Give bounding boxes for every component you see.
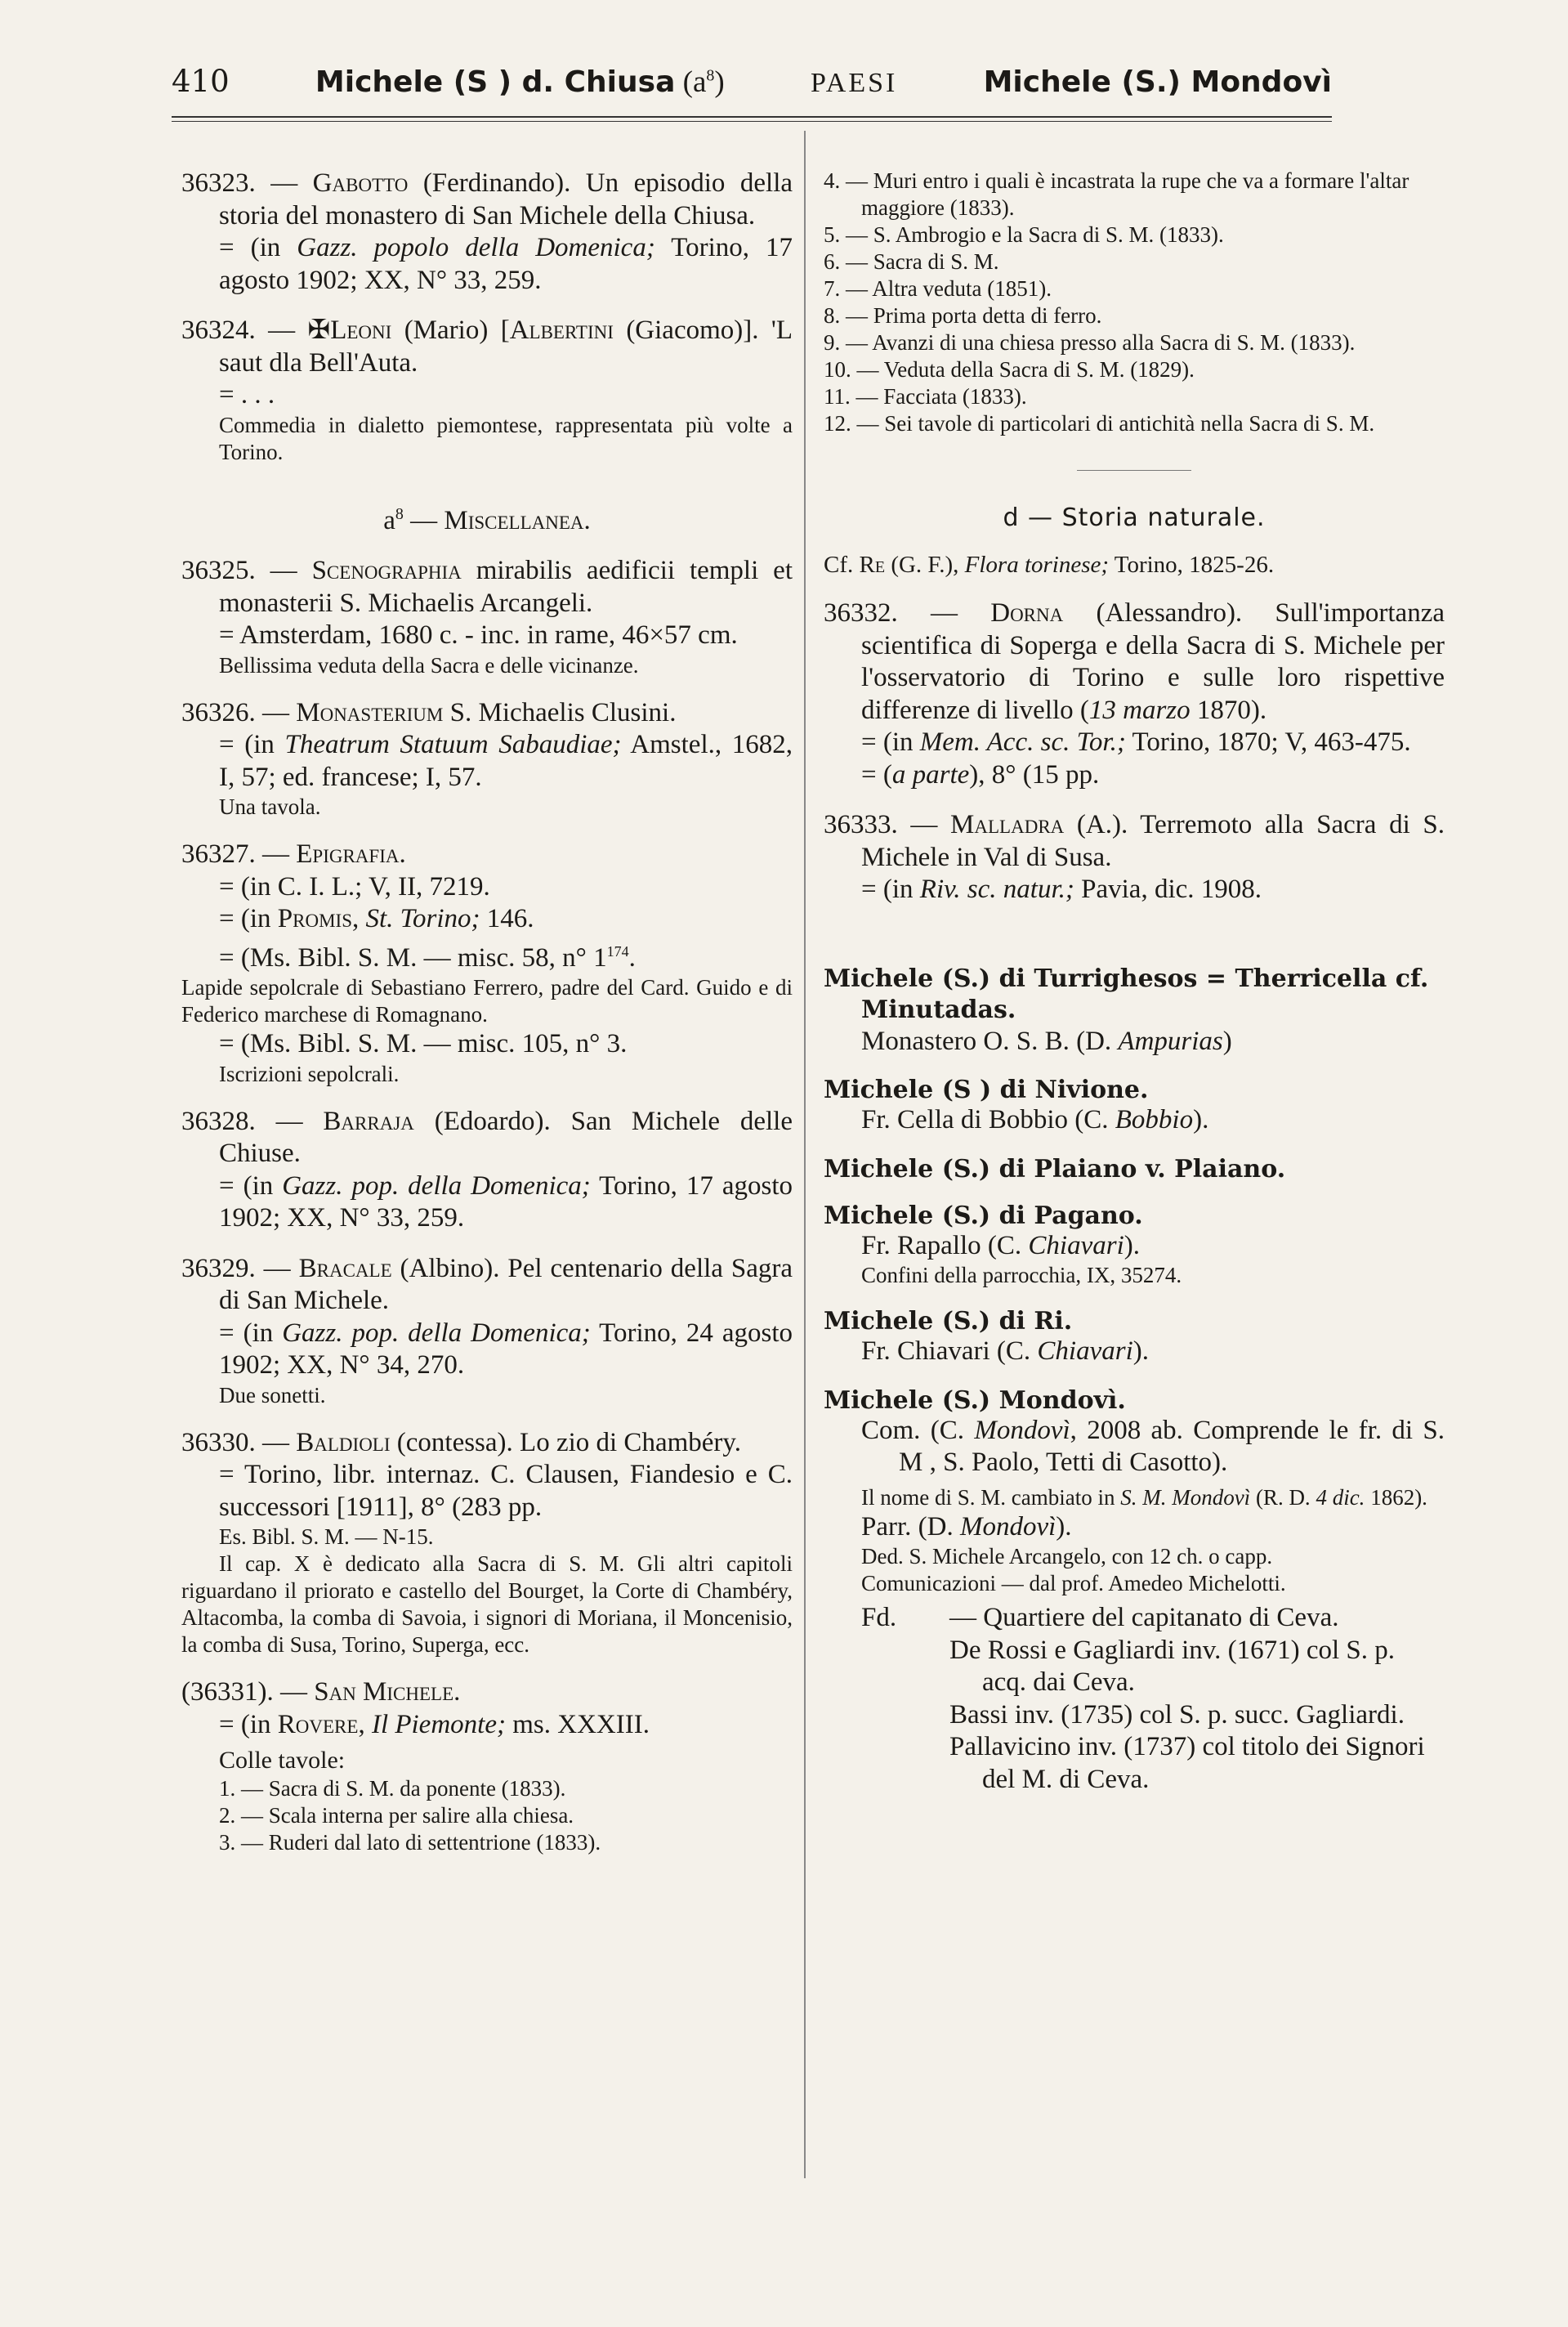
column-divider	[804, 131, 806, 2178]
section-miscellanea: $a^8$ — Miscellanea.	[383, 504, 591, 535]
section-storia-naturale: d — Storia naturale.	[1003, 503, 1266, 532]
entry-36328: 36328. — Barraja (Edoardo). San Michele delle Chiuse. = (in Gazz. pop. della Domenica; Torino, 17 agosto 1902; XX, N° 33, 259.	[181, 1106, 793, 1233]
cf-reference: Cf. Re (G. F.), Flora torinese; Torino, 1825-26.	[824, 552, 1275, 578]
left-running-title: Michele (S ) d. Chiusa $(a^8)$	[315, 65, 725, 99]
fd-block: Fd. — Quartiere del capitanato di Ceva. De Rossi e Gagliardi inv. (1671) col S. p. acq. dai Ceva. Bassi inv. (1735) col S. p. succ. Gagliardi. Pallavicino inv. (1737) col titolo dei Signori del M. di Ceva.	[861, 1603, 1425, 1794]
entry-36326: 36326. — Monasterium S. Michaelis Clusini. = (in Theatrum Statuum Sabaudiae; Amstel., 1682, I, 57; ed. francese; I, 57. Una tavola.	[181, 697, 793, 819]
entry-turrighesos: Michele (S.) di Turrighesos = Therricella cf. Minutadas. Monastero O. S. B. (D. Ampurias)	[824, 964, 1429, 1056]
list-item: 10. — Veduta della Sacra di S. M. (1829).	[824, 357, 1195, 382]
cross-icon: ✠	[307, 315, 331, 345]
separator-rule	[1077, 470, 1191, 471]
section-label: PAESI	[810, 68, 898, 98]
list-item: 11. — Facciata (1833).	[824, 384, 1027, 409]
entry-nivione: Michele (S ) di Nivione. Fr. Cella di Bobbio (C. Bobbio).	[824, 1076, 1209, 1134]
list-item: 9. — Avanzi di una chiesa presso alla Sacra di S. M. (1833).	[824, 330, 1356, 355]
page-header	[172, 64, 1332, 100]
entry-ri: Michele (S.) di Ri. Fr. Chiavari (C. Chiavari).	[824, 1307, 1149, 1366]
list-item: 12. — Sei tavole di particolari di antichità nella Sacra di S. M.	[824, 411, 1375, 436]
entry-mondovi: Michele (S.) Mondovì. Com. (C. Mondovì, 2008 ab. Comprende le fr. di S. M , S. Paolo, Tetti di Casotto). Il nome di S. M. cambiato in S. M. Mondovì (R. D. 4 dic. 1862). Parr. (D. Mondovì). Ded. S. Michele Arcangelo, con 12 ch. o capp. Comunicazioni — dal prof. Amedeo Michelotti. Fd. — Quartiere del capitanato di Ceva. De Rossi e Gagliardi inv. (1671) col S. p. acq. dai Ceva. Bassi inv. (1735) col S. p. succ. Gagliardi. Pallavicino inv. (1737) col titolo dei Signori del M. di Ceva.	[824, 1386, 1445, 1797]
list-item: 1. — Sacra di S. M. da ponente (1833).	[219, 1776, 566, 1801]
list-item: 7. — Altra veduta (1851).	[824, 276, 1052, 301]
entry-plaiano: Michele (S.) di Plaiano v. Plaiano.	[824, 1154, 1286, 1184]
header-rule	[172, 116, 1332, 118]
list-item: 5. — S. Ambrogio e la Sacra di S. M. (1833).	[824, 222, 1224, 247]
entry-36323: 36323. — Gabotto (Ferdinando). Un episodio della storia del monastero di San Michele della Chiusa. = (in Gazz. popolo della Domenica; Torino, 17 agosto 1902; XX, N° 33, 259.	[181, 168, 793, 295]
tavole-list	[181, 1775, 793, 1856]
entry-36329: 36329. — Bracale (Albino). Pel centenario della Sagra di San Michele. = (in Gazz. pop. della Domenica; Torino, 24 agosto 1902; XX, N° 34, 270. Due sonetti.	[181, 1253, 793, 1407]
left-column	[181, 168, 793, 1856]
page-number: 410	[172, 64, 230, 99]
list-item: 6. — Sacra di S. M.	[824, 249, 999, 274]
list-item: 8. — Prima porta detta di ferro.	[824, 303, 1102, 328]
list-item: 2. — Scala interna per salire alla chiesa.	[219, 1803, 574, 1828]
entry-36324: 36324. — ✠Leoni (Mario) [Albertini (Giacomo)]. 'L saut dla Bell'Auta. = . . . Commedia in dialetto piemontese, rappresentata più volte a Torino.	[181, 315, 793, 464]
entry-36325: 36325. — Scenographia mirabilis aedificii templi et monasterii S. Michaelis Arcangeli. = Amsterdam, 1680 c. - inc. in rame, 46×57 cm. Bellissima veduta della Sacra e delle vicinanze.	[181, 556, 793, 678]
right-column	[824, 168, 1445, 1796]
entry-36330: 36330. — Baldioli (contessa). Lo zio di Chambéry. = Torino, libr. internaz. C. Clausen, Fiandesio e C. successori [1911], 8° (283 pp. Es. Bibl. S. M. — N-15. Il cap. X è dedicato alla Sacra di S. M. Gli altri capitoli riguardano il priorato e castello del Bourget, la Corte di Chambéry, Altacomba, la comba di Savoia, i signori di Moriana, il Moncenisio, la comba di Susa, Torino, Superga, ecc.	[181, 1427, 793, 1657]
entry-36327: 36327. — Epigrafia. = (in C. I. L.; V, II, 7219. = (in Promis, St. Torino; 146. = (Ms. Bibl. S. M. — misc. 58, n° $1^{174}$. Lapide sepolcrale di Sebastiano Ferrero, padre del Card. Guido e di Federico marchese di Romagnano. = (Ms. Bibl. S. M. — misc. 105, n° 3. Iscrizioni sepolcrali.	[181, 839, 793, 1086]
list-item: 4. — Muri entro i quali è incastrata la rupe che va a formare l'altar maggiore (1833).	[824, 168, 1409, 220]
entry-36332: 36332. — Dorna (Alessandro). Sull'importanza scientifica di Soperga e della Sacra di S. Michele per l'osservatorio di Torino e sulle loro rispettive differenze di livello (13 marzo 1870). = (in Mem. Acc. sc. Tor.; Torino, 1870; V, 463-475. = (a parte), 8° (15 pp.	[824, 598, 1445, 790]
list-item: 3. — Ruderi dal lato di settentrione (1833).	[219, 1830, 601, 1855]
header-rule-thin	[172, 121, 1332, 122]
right-running-title: Michele (S.) Mondovì	[983, 65, 1332, 99]
entry-36333: 36333. — Malladra (A.). Terremoto alla Sacra di S. Michele in Val di Susa. = (in Riv. sc. natur.; Pavia, dic. 1908.	[824, 810, 1445, 904]
entry-36331: (36331). — San Michele. = (in Rovere, Il Piemonte; ms. XXXIII. Colle tavole: 1. — Sacra di S. M. da ponente (1833). 2. — Scala interna per salire alla chiesa. 3. — Ruderi dal lato di settentrione (1833).	[181, 1676, 793, 1856]
entry-pagano: Michele (S.) di Pagano. Fr. Rapallo (C. Chiavari). Confini della parrocchia, IX, 35274.	[824, 1201, 1182, 1287]
tavole-list-continued	[824, 168, 1445, 437]
